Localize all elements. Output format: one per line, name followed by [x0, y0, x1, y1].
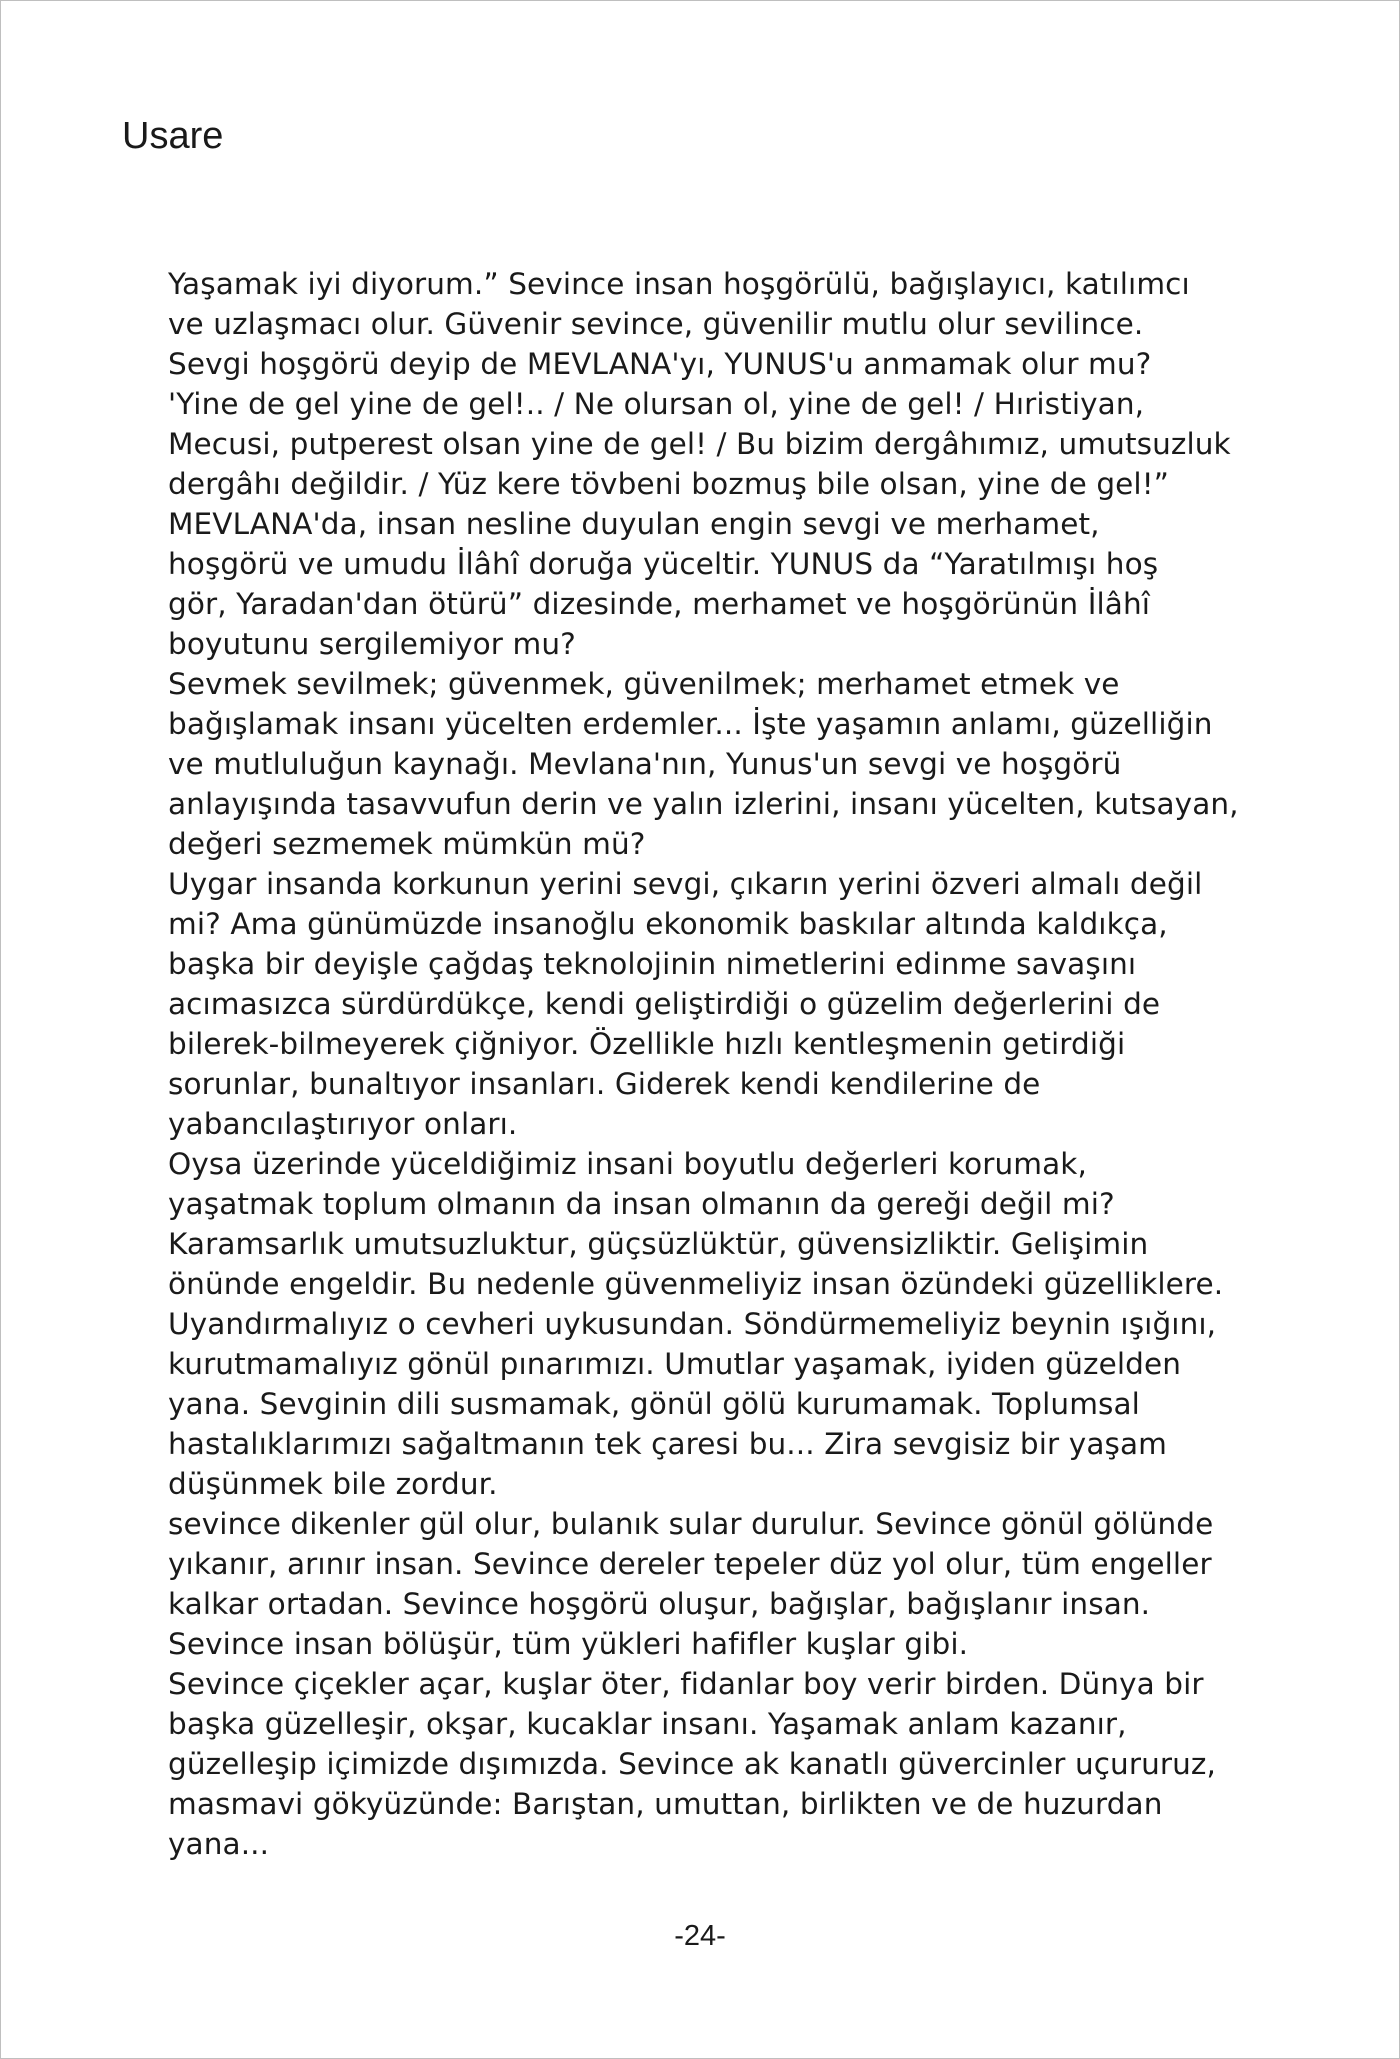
- text-line: Sevince çiçekler açar, kuşlar öter, fidanlar boy verir birden. Dünya bir: [168, 1667, 1204, 1701]
- text-line: Sevmek sevilmek; güvenmek, güvenilmek; merhamet etmek ve: [168, 667, 1120, 701]
- text-line: sorunlar, bunaltıyor insanları. Giderek kendi kendilerine de: [168, 1067, 1041, 1101]
- text-line: MEVLANA'da, insan nesline duyulan engin sevgi ve merhamet,: [168, 507, 1100, 541]
- text-line: yana...: [168, 1827, 270, 1861]
- text-line: gör, Yaradan'dan ötürü” dizesinde, merhamet ve hoşgörünün İlâhî: [168, 587, 1151, 621]
- text-line: güzelleşip içimizde dışımızda. Sevince ak kanatlı güvercinler uçururuz,: [168, 1747, 1216, 1781]
- text-line: yıkanır, arınır insan. Sevince dereler tepeler düz yol olur, tüm engeller: [168, 1547, 1212, 1581]
- text-line: ve uzlaşmacı olur. Güvenir sevince, güvenilir mutlu olur sevilince.: [168, 307, 1144, 341]
- text-line: ve mutluluğun kaynağı. Mevlana'nın, Yunus'un sevgi ve hoşgörü: [168, 747, 1122, 781]
- text-line: başka bir deyişle çağdaş teknolojinin nimetlerini edinme savaşını: [168, 947, 1137, 981]
- running-title: Usare: [122, 115, 224, 157]
- text-line: hoşgörü ve umudu İlâhî doruğa yüceltir. YUNUS da “Yaratılmışı hoş: [168, 547, 1159, 581]
- text-line: bilerek-bilmeyerek çiğniyor. Özellikle hızlı kentleşmenin getirdiği: [168, 1027, 1126, 1061]
- text-line: sevince dikenler gül olur, bulanık sular durulur. Sevince gönül gölünde: [168, 1507, 1214, 1541]
- text-line: değeri sezmemek mümkün mü?: [168, 827, 646, 861]
- text-line: acımasızca sürdürdükçe, kendi geliştirdiği o güzelim değerlerini de: [168, 987, 1161, 1021]
- text-line: dergâhı değildir. / Yüz kere tövbeni bozmuş bile olsan, yine de gel!”: [168, 467, 1169, 501]
- text-line: Oysa üzerinde yüceldiğimiz insani boyutlu değerleri korumak,: [168, 1147, 1087, 1181]
- text-line: Yaşamak iyi diyorum.” Sevince insan hoşgörülü, bağışlayıcı, katılımcı: [168, 267, 1190, 301]
- text-line: masmavi gökyüzünde: Barıştan, umuttan, birlikten ve de huzurdan: [168, 1787, 1163, 1821]
- text-line: yabancılaştırıyor onları.: [168, 1107, 518, 1141]
- text-line: Mecusi, putperest olsan yine de gel! / Bu bizim dergâhımız, umutsuzluk: [168, 427, 1231, 461]
- page-number: -24-: [674, 1920, 726, 1952]
- text-line: Sevince insan bölüşür, tüm yükleri hafifler kuşlar gibi.: [168, 1627, 969, 1661]
- text-line: hastalıklarımızı sağaltmanın tek çaresi bu... Zira sevgisiz bir yaşam: [168, 1427, 1167, 1461]
- text-line: kalkar ortadan. Sevince hoşgörü oluşur, bağışlar, bağışlanır insan.: [168, 1587, 1151, 1621]
- text-line: düşünmek bile zordur.: [168, 1467, 498, 1501]
- text-line: yana. Sevginin dili susmamak, gönül gölü kurumamak. Toplumsal: [168, 1387, 1140, 1421]
- text-line: Sevgi hoşgörü deyip de MEVLANA'yı, YUNUS'u anmamak olur mu?: [168, 347, 1152, 381]
- text-line: Karamsarlık umutsuzluktur, güçsüzlüktür, güvensizliktir. Gelişimin: [168, 1227, 1149, 1261]
- text-line: boyutunu sergilemiyor mu?: [168, 627, 576, 661]
- body-text: [168, 264, 1298, 1864]
- text-line: 'Yine de gel yine de gel!.. / Ne olursan ol, yine de gel! / Hıristiyan,: [168, 387, 1145, 421]
- text-line: bağışlamak insanı yücelten erdemler... İşte yaşamın anlamı, güzelliğin: [168, 707, 1213, 741]
- text-line: önünde engeldir. Bu nedenle güvenmeliyiz insan özündeki güzelliklere.: [168, 1267, 1224, 1301]
- text-line: anlayışında tasavvufun derin ve yalın izlerini, insanı yücelten, kutsayan,: [168, 787, 1239, 821]
- text-line: mi? Ama günümüzde insanoğlu ekonomik baskılar altında kaldıkça,: [168, 907, 1168, 941]
- text-line: başka güzelleşir, okşar, kucaklar insanı. Yaşamak anlam kazanır,: [168, 1707, 1127, 1741]
- text-line: kurutmamalıyız gönül pınarımızı. Umutlar yaşamak, iyiden güzelden: [168, 1347, 1182, 1381]
- text-line: Uyandırmalıyız o cevheri uykusundan. Söndürmemeliyiz beynin ışığını,: [168, 1307, 1217, 1341]
- text-line: yaşatmak toplum olmanın da insan olmanın da gereği değil mi?: [168, 1187, 1115, 1221]
- text-line: Uygar insanda korkunun yerini sevgi, çıkarın yerini özveri almalı değil: [168, 867, 1203, 901]
